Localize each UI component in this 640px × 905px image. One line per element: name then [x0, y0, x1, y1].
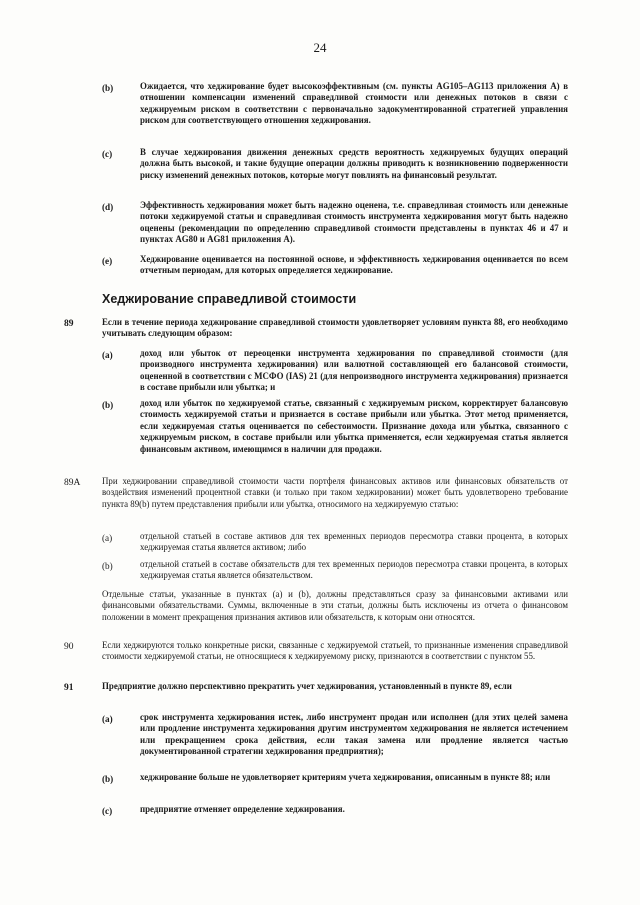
- p89-item-text-a: доход или убыток от переоценки инструмента хеджирования по справедливой стоимости (для производного инструмента хеджирования) или валютной составляющей его балансовой стоимости, оцененной в соответствии с МСФО (IAS) 21 (для непроизводного инструмента хеджирования) признается в составе прибыли или убытка; и: [140, 348, 568, 393]
- p89-item-label-a: (a): [102, 350, 113, 360]
- p89a-item-text-a: отдельной статьей в составе активов для тех временных периодов пересмотра ставки процента, в которых хеджируемая статья является активом; либо: [140, 531, 568, 553]
- p89-item-label-b: (b): [102, 400, 114, 410]
- paragraph-number-91: 91: [64, 683, 74, 693]
- p89-item-text-b: доход или убыток по хеджируемой статье, связанный с хеджируемым риском, корректирует балансовую стоимость хеджируемой статьи и признается в составе прибыли или убытка. Этот метод применяется, если хеджируемая статья оценивается по себестоимости. Признание дохода или убытка, связанного с хеджируемым риском, в составе прибыли или убытка применяется, если хеджируемая статья является финансовым активом, имеющимся в наличии для продажи.: [140, 398, 568, 454]
- p91-item-label-a: (a): [102, 714, 113, 724]
- item-label-e: (e): [102, 256, 113, 266]
- p89a-item-text-b: отдельной статьей в составе обязательств для тех временных периодов пересмотра ставки процента, в которых хеджируемая статья является обязательством.: [140, 559, 568, 581]
- paragraph-91-text: Предприятие должно перспективно прекратить учет хеджирования, установленный в пункте 89, если: [102, 681, 512, 691]
- p91-item-text-a: срок инструмента хеджирования истек, либо инструмент продан или исполнен (для этих целей замена или продление инструмента хеджирования другим инструментом хеджирования не является истечением или прекращением срока действия, если такая замена или продление является частью документированной стратегии хеджирования предприятия);: [140, 712, 568, 757]
- paragraph-89a-text: При хеджировании справедливой стоимости части портфеля финансовых активов или финансовых обязательств от воздействия изменений процентной ставки (и только при таком хеджировании) может быть удовлетворено требование пункта 89(b) путем представления прибыли или убытка, относимого на хеджируемую статью:: [102, 476, 568, 509]
- item-label-b: (b): [102, 83, 114, 93]
- paragraph-89a-closing: Отдельные статьи, указанные в пунктах (a) и (b), должны представляться сразу за финансовыми активами или финансовыми обязательствами. Суммы, включенные в эти статьи, должны быть исключены из отчета о финансовом положении в момент прекращения признания активов или обязательств, к которым они относятся.: [102, 589, 568, 622]
- p89a-item-label-b: (b): [102, 561, 113, 571]
- item-text-e: Хеджирование оценивается на постоянной основе, и эффективность хеджирования оценивается по всем отчетным периодам, для которых определяется хеджирование.: [140, 254, 568, 276]
- item-text-b: Ожидается, что хеджирование будет высокоэффективным (см. пункты AG105–AG113 приложения А) в отношении компенсации изменений справедливой стоимости или денежных потоков в связи с хеджируемым риском в соответствии с первоначально задокументированной стратегией управления риском для соответствующего отношения хеджирования.: [140, 81, 568, 126]
- page-number: 24: [313, 40, 327, 55]
- paragraph-89-text: Если в течение периода хеджирование справедливой стоимости удовлетворяет условиям пункта 88, его необходимо учитывать следующим образом:: [102, 317, 568, 339]
- section-heading: Хеджирование справедливой стоимости: [102, 292, 357, 306]
- item-label-c: (c): [102, 149, 113, 159]
- item-text-c: В случае хеджирования движения денежных средств вероятность хеджируемых будущих операций должна быть высокой, и такие будущие операции должны приводить к возникновению подверженности риску изменений денежных потоков, которые могут повлиять на финансовый результат.: [140, 147, 568, 180]
- p91-item-text-c: предприятие отменяет определение хеджирования.: [140, 804, 345, 814]
- item-label-d: (d): [102, 202, 114, 212]
- p91-item-text-b: хеджирование больше не удовлетворяет критериям учета хеджирования, описанным в пункте 88; или: [140, 772, 551, 782]
- p91-item-label-b: (b): [102, 774, 114, 784]
- paragraph-90-text: Если хеджируются только конкретные риски, связанные с хеджируемой статьей, то признанные изменения справедливой стоимости хеджируемой статьи, не относящиеся к хеджируемому риску, признаются в соответствии с пунктом 55.: [102, 640, 568, 662]
- paragraph-number-89: 89: [64, 319, 74, 329]
- p91-item-label-c: (c): [102, 806, 113, 816]
- paragraph-number-89a: 89А: [64, 478, 81, 488]
- p89a-item-label-a: (a): [102, 533, 113, 543]
- item-text-d: Эффективность хеджирования может быть надежно оценена, т.е. справедливая стоимость или денежные потоки хеджируемой статьи и справедливая стоимость инструмента хеджирования могут быть надежно оценены (рекомендации по определению справедливой стоимости представлены в пунктах 46 и 47 и пунктах AG80 и AG81 приложения А).: [140, 200, 568, 245]
- paragraph-number-90: 90: [64, 642, 74, 652]
